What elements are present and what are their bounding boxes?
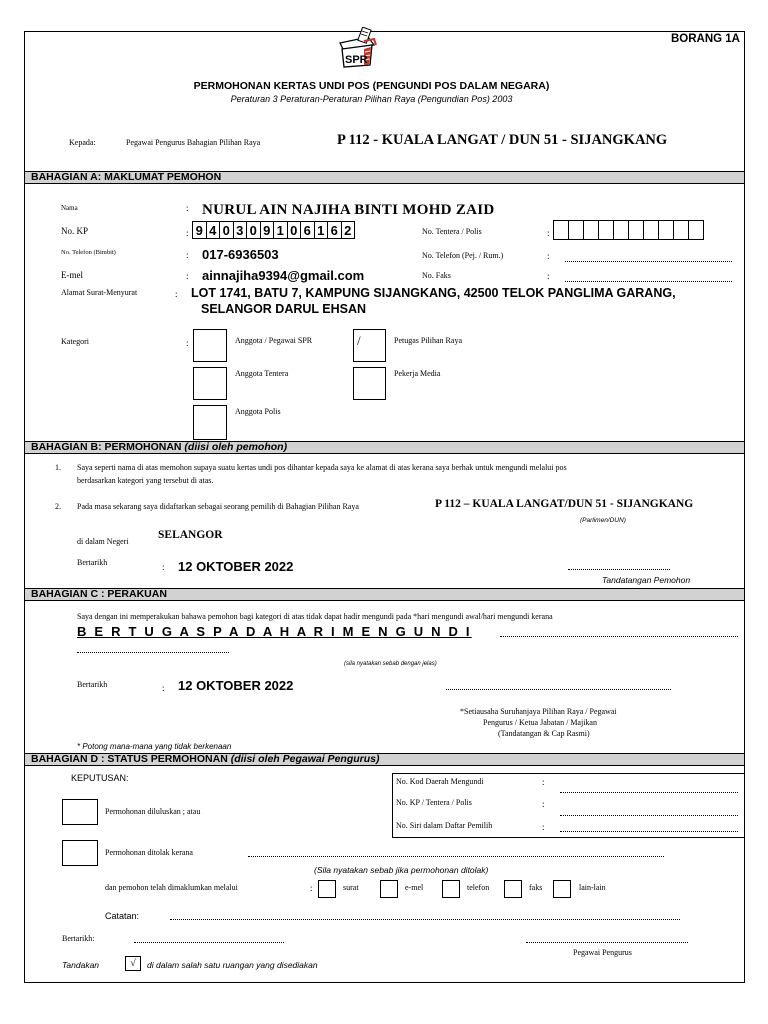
ditolak-reason-field[interactable] — [248, 856, 664, 857]
section-a-header: BAHAGIAN A: MAKLUMAT PEMOHON — [25, 171, 744, 184]
kp-digit: 1 — [314, 221, 329, 239]
emel-label: e-mel — [405, 883, 424, 892]
kategori-polis-checkbox[interactable] — [193, 405, 227, 440]
kategori-spr-label: Anggota / Pegawai SPR — [235, 336, 313, 345]
alamat-label: Alamat Surat-Menyurat — [61, 288, 138, 297]
tentera-boxes[interactable] — [553, 220, 703, 240]
pegawai-label: Pegawai Pengurus — [573, 948, 632, 957]
lainlain-checkbox[interactable] — [553, 880, 571, 898]
email-value: ainnajiha9394@gmail.com — [202, 268, 365, 283]
d-bertarikh-label: Bertarikh: — [62, 934, 95, 943]
faks-label: No. Faks — [422, 271, 451, 280]
lainlain-label: lain-lain — [579, 883, 606, 892]
c-sign-line1: *Setiausaha Suruhanjaya Pilihan Raya / Pegawai — [460, 707, 617, 716]
negeri-value: SELANGOR — [158, 529, 223, 541]
tel-rumah-label: No. Telefon (Pej. / Rum.) — [422, 251, 504, 260]
kepada-to: Pegawai Pengurus Bahagian Pilihan Raya — [126, 138, 261, 147]
section-b-header: BAHAGIAN B: PERMOHONAN (diisi oleh pemohon) — [25, 441, 744, 454]
spr-logo — [334, 27, 380, 69]
tentera-label: No. Tentera / Polis — [422, 227, 482, 236]
kp-digit: 0 — [219, 221, 234, 239]
b-date-value: 12 OKTOBER 2022 — [178, 559, 294, 574]
tick-example: √ — [125, 956, 141, 971]
keputusan-label: KEPUTUSAN: — [71, 773, 129, 783]
c-footnote: * Potong mana-mana yang tidak berkenaan — [77, 742, 232, 751]
telefon-label: telefon — [467, 883, 490, 892]
negeri-label: di dalam Negeri — [77, 537, 129, 546]
c-date-value: 12 OKTOBER 2022 — [178, 678, 294, 693]
item1-line1: Saya seperti nama di atas memohon supaya suatu kertas undi pos dihantar kepada saya ke alamat di atas kerana saya berhak untuk mengundi melalui pos — [77, 463, 567, 472]
item2-value: P 112 – KUALA LANGAT/DUN 51 - SIJANGKANG — [435, 498, 694, 510]
diluluskan-label: Permohonan diluluskan ; atau — [105, 807, 201, 816]
item1-line2: berdasarkan kategori yang tersebut di atas. — [77, 476, 214, 485]
c-text: Saya dengan ini memperakukan bahawa pemohon bagi kategori di atas tidak dapat hadir mengundi pada *hari mengundi awal/hari mengundi kerana — [77, 612, 553, 621]
kategori-tentera-checkbox[interactable] — [193, 367, 227, 400]
kategori-petugas-checkbox[interactable] — [353, 329, 386, 362]
pegawai-signature-line[interactable] — [526, 942, 688, 943]
tel-bimbit-label: No. Telefon (Bimbit) — [61, 249, 116, 256]
kategori-spr-checkbox[interactable] — [193, 329, 227, 362]
nama-label: Nama — [61, 204, 78, 212]
kp-digit: 1 — [273, 221, 288, 239]
logo-text: SPR — [345, 54, 368, 66]
kod-daerah-field[interactable] — [560, 792, 738, 793]
email-label: E-mel — [61, 270, 83, 280]
section-d-header: BAHAGIAN D : STATUS PERMOHONAN (diisi oleh Pegawai Pengurus) — [25, 753, 744, 766]
siri-label: No. Siri dalam Daftar Pemilih — [396, 821, 493, 830]
catatan-field[interactable] — [170, 919, 680, 920]
section-c-header: BAHAGIAN C : PERAKUAN — [25, 588, 744, 601]
kp-digit: 6 — [300, 221, 315, 239]
kp-digit: 9 — [192, 221, 207, 239]
tandakan-pre: Tandakan — [62, 960, 100, 970]
dimaklumkan-label: dan pemohon telah dimaklumkan melalui — [105, 883, 238, 892]
form-subtitle: Peraturan 3 Peraturan-Peraturan Pilihan Raya (Pengundian Pos) 2003 — [230, 94, 513, 104]
faks-option-label: faks — [529, 883, 543, 892]
kp-digit: 2 — [341, 221, 356, 239]
emel-checkbox[interactable] — [380, 880, 398, 898]
surat-label: surat — [343, 883, 359, 892]
diluluskan-checkbox[interactable] — [62, 799, 98, 825]
form-title: PERMOHONAN KERTAS UNDI POS (PENGUNDI POS DALAM NEGARA) — [193, 80, 550, 92]
c-sign-line3: (Tandatangan & Cap Rasmi) — [498, 729, 590, 738]
parlimen-note: (Parlimen/DUN) — [580, 517, 626, 524]
tel-bimbit-value: 017-6936503 — [202, 247, 279, 262]
alamat-line1: LOT 1741, BATU 7, KAMPUNG SIJANGKANG, 42500 TELOK PANGLIMA GARANG, — [191, 286, 676, 300]
kp-digits — [192, 221, 354, 239]
constituency: P 112 - KUALA LANGAT / DUN 51 - SIJANGKANG — [337, 132, 668, 148]
alamat-line2: SELANGOR DARUL EHSAN — [201, 302, 367, 316]
surat-checkbox[interactable] — [318, 880, 336, 898]
d-date-field[interactable] — [134, 942, 284, 943]
kategori-media-checkbox[interactable] — [353, 367, 386, 400]
ditolak-label: Permohonan ditolak kerana — [105, 848, 193, 857]
kp-digit: 0 — [287, 221, 302, 239]
kategori-tentera-label: Anggota Tentera — [235, 369, 289, 378]
kp-tentera-field[interactable] — [560, 815, 738, 816]
b-bertarikh-label: Bertarikh — [77, 558, 108, 567]
form-code: BORANG 1A — [670, 33, 740, 45]
kp-digit: 0 — [246, 221, 261, 239]
kp-digit: 9 — [260, 221, 275, 239]
catatan-label: Catatan: — [105, 911, 140, 921]
c-reason-note: (sila nyatakan sebab dengan jelas) — [344, 661, 437, 667]
c-bertarikh-label: Bertarikh — [77, 680, 108, 689]
nama-value: NURUL AIN NAJIHA BINTI MOHD ZAID — [202, 202, 495, 218]
ditolak-note: (Sila nyatakan sebab jika permohonan ditolak) — [314, 865, 489, 875]
c-sign-line2: Pengurus / Ketua Jabatan / Majikan — [483, 718, 597, 727]
c-signature-line[interactable] — [446, 689, 671, 690]
kategori-polis-label: Anggota Polis — [235, 407, 281, 416]
c-reason: B E R T U G A S P A D A H A R I M E N G U N D I — [77, 624, 472, 639]
signature-label: Tandatangan Pemohon — [602, 575, 691, 585]
ditolak-checkbox[interactable] — [62, 840, 98, 866]
faks-field[interactable] — [565, 281, 732, 282]
signature-line[interactable] — [568, 569, 670, 570]
tandakan-post: di dalam salah satu ruangan yang disediakan — [147, 960, 318, 970]
tel-rumah-field[interactable] — [565, 261, 732, 262]
kp-digit: 3 — [233, 221, 248, 239]
petugas-mark: / — [357, 333, 361, 348]
kp-digit: 4 — [206, 221, 221, 239]
faks-checkbox[interactable] — [504, 880, 522, 898]
kp-label: No. KP — [61, 226, 89, 236]
siri-field[interactable] — [560, 831, 738, 832]
kategori-petugas-label: Petugas Pilihan Raya — [394, 336, 462, 345]
kategori-media-label: Pekerja Media — [394, 369, 441, 378]
kp-digit: 6 — [327, 221, 342, 239]
item2-text: Pada masa sekarang saya didaftarkan sebagai seorang pemilih di Bahagian Pilihan Raya — [77, 502, 359, 511]
telefon-checkbox[interactable] — [442, 880, 460, 898]
kp-tentera-label: No. KP / Tentera / Polis — [396, 798, 472, 807]
kod-daerah-label: No. Kod Daerah Mengundi — [396, 777, 484, 786]
kategori-label: Kategori — [61, 337, 89, 346]
kepada-label: Kepada: — [69, 138, 96, 147]
